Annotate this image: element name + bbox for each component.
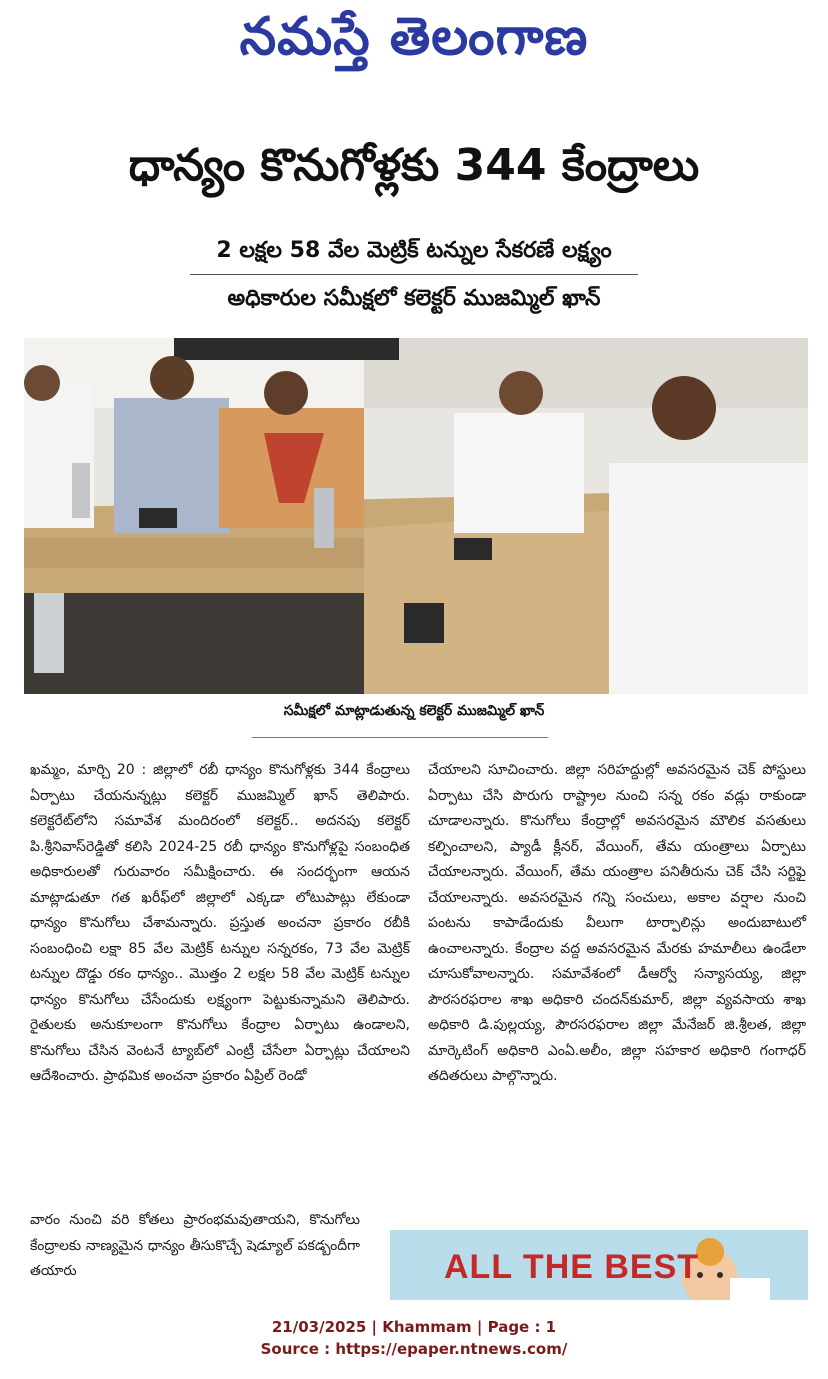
masthead: నమస్తే తెలంగాణ (239, 6, 589, 67)
article-column-left (30, 758, 410, 1090)
article-text-right: చేయాలని సూచించారు. జిల్లా సరిహద్దుల్లో అవసరమైన చెక్ పోస్టులు ఏర్పాటు చేసి పొరుగు రాష్ట్రాల నుంచి సన్న రకం వడ్లు రాకుండా చూడాలన్నారు. కొనుగోలు కేంద్రాల్లో అవసరమైన మౌలిక వసతులు కల్పించాలని, ప్యాడీ క్లీనర్, వేయింగ్, తేమ యంత్రాలు ఏర్పాటు చేయాలన్నారు. వేయింగ్, తేమ యంత్రాల పనితీరును చెక్ చేసి సర్టిఫై చేయాలన్నారు. అవసరమైన గన్ని సంచులు, అకాల వర్షాల నుంచి పంటను కాపాడేందుకు వీలుగా టార్పాలిన్లు అందుబాటులో ఉంచాలన్నారు. కేంద్రాల వద్ద అవసరమైన మేరకు హమాలీలు ఉండేలా చూసుకోవాలన్నారు. సమావేశంలో డీఆర్వో సన్యాసయ్య, జిల్లా పౌరసరఫరాల శాఖ అధికారి చందన్‌కుమార్, జిల్లా వ్యవసాయ శాఖ అధికారి డి.పుల్లయ్య, పౌరసరఫరాల జిల్లా మేనేజర్ జి.శ్రీలత, జిల్లా మార్కెటింగ్ అధికారి ఎంఏ.అలీం, జిల్లా సహకార అధికారి గంగాధర్ తదితరులు పాల్గొన్నారు. (428, 762, 806, 1084)
article-column-right (428, 758, 806, 1090)
headline: ధాన్యం కొనుగోళ్లకు 344 కేంద్రాలు (128, 140, 700, 191)
article-text-left-continued: వారం నుంచి వరి కోతలు ప్రారంభమవుతాయని, కొనుగోలు కేంద్రాలకు నాణ్యమైన ధాన్యం తీసుకొచ్చే షెడ్యూల్ పకడ్బందీగా తయారు (30, 1212, 360, 1279)
subheadline-divider (190, 274, 638, 275)
footer-date-edition: 21/03/2025 | Khammam | Page : 1 (271, 1318, 557, 1336)
photo-caption: సమీక్షలో మాట్లాడుతున్న కలెక్టర్ ముజమ్మిల్ ఖాన్ (283, 703, 545, 719)
subheadline-2: అధికారుల సమీక్షలో కలెక్టర్ ముజమ్మిల్ ఖాన్ (227, 286, 601, 311)
article-column-left-continued (30, 1208, 360, 1285)
caption-divider (252, 737, 548, 738)
advertisement (390, 1230, 808, 1300)
meeting-photo-illustration (24, 338, 808, 694)
footer-source-link[interactable]: Source : https://epaper.ntnews.com/ (260, 1340, 568, 1358)
news-photo (24, 338, 808, 694)
advertisement-text: ALL THE BEST (444, 1248, 700, 1286)
article-text-left: ఖమ్మం, మార్చి 20 : జిల్లాలో రబీ ధాన్యం కొనుగోళ్లకు 344 కేంద్రాలు ఏర్పాటు చేయనున్నట్లు కలెక్టర్ ముజమ్మిల్ ఖాన్ తెలిపారు. కలెక్టరేట్‌లోని సమావేశ మందిరంలో కలెక్టర్.. అదనపు కలెక్టర్ పి.శ్రీనివాస్‌రెడ్డితో కలిసి 2024-25 రబీ ధాన్యం కొనుగోళ్లపై సంబంధిత అధికారులతో గురువారం సమీక్షించారు. ఈ సందర్భంగా ఆయన మాట్లాడుతూ గత ఖరీఫ్‌లో జిల్లాలో ఎక్కడా లోటుపాట్లు లేకుండా ధాన్యం కొనుగోలు చేశామన్నారు. ప్రస్తుత అంచనా ప్రకారం రబీకి సంబంధించి లక్షా 85 వేల మెట్రిక్ టన్నుల సన్నరకం, 73 వేల మెట్రిక్ టన్నుల దొడ్డు రకం ధాన్యం.. మొత్తం 2 లక్షల 58 వేల మెట్రిక్ టన్నుల ధాన్యం కొనుగోలు చేసేందుకు లక్ష్యంగా పెట్టుకున్నామని తెలిపారు. రైతులకు అనుకూలంగా కొనుగోలు కేంద్రాల ఏర్పాటు ఉండాలని, కొనుగోలు చేసిన వెంటనే ట్యాబ్‌లో ఎంట్రీ చేసేలా ఏర్పాట్లు చేయాలని ఆదేశించారు. ప్రాథమిక అంచనా ప్రకారం ఏప్రిల్ రెండో (30, 762, 410, 1084)
subheadline-1: 2 లక్షల 58 వేల మెట్రిక్ టన్నుల సేకరణే లక్ష్యం (216, 238, 612, 263)
